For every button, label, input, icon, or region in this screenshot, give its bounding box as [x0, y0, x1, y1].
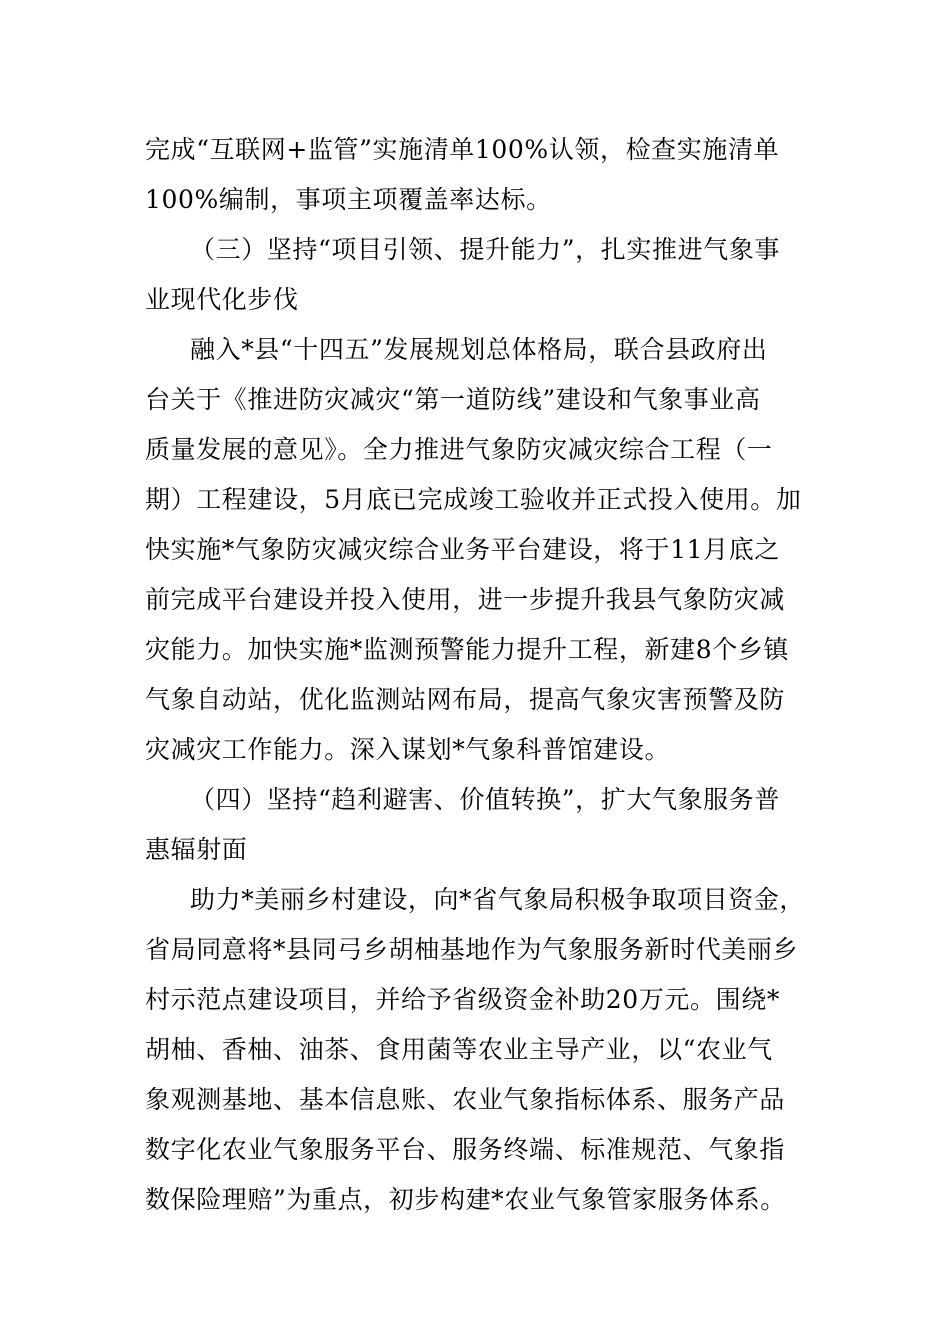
section-heading-line: 惠辐射面 — [145, 835, 248, 864]
paragraph-line: 质量发展的意见》。全力推进气象防灾减灾综合工程（一 — [145, 435, 773, 464]
paragraph-line: 数字化农业气象服务平台、服务终端、标准规范、气象指 — [145, 1135, 786, 1164]
paragraph-line: 灾能力。加快实施*监测预警能力提升工程，新建8个乡镇 — [145, 635, 790, 664]
paragraph-line: 省局同意将*县同弓乡胡柚基地作为气象服务新时代美丽乡 — [145, 935, 799, 964]
paragraph-line: 快实施*气象防灾减灾综合业务平台建设，将于11月底之 — [145, 535, 780, 564]
section-heading-line: （三）坚持“项目引领、提升能力”，扎实推进气象事 — [190, 235, 780, 264]
paragraph-line: 助力*美丽乡村建设，向*省气象局积极争取项目资金， — [190, 885, 806, 914]
paragraph-line: 融入*县“十四五”发展规划总体格局，联合县政府出 — [190, 335, 768, 364]
paragraph-line: 前完成平台建设并投入使用，进一步提升我县气象防灾减 — [145, 585, 786, 614]
paragraph-line: 数保险理赔”为重点，初步构建*农业气象管家服务体系。 — [145, 1185, 786, 1214]
paragraph-line: 象观测基地、基本信息账、农业气象指标体系、服务产品 — [145, 1085, 786, 1114]
paragraph-line: 台关于《推进防灾减灾“第一道防线”建设和气象事业高 — [145, 385, 761, 414]
paragraph-line: 期）工程建设，5月底已完成竣工验收并正式投入使用。加 — [145, 485, 802, 514]
paragraph-line: 100%编制，事项主项覆盖率达标。 — [145, 185, 552, 214]
section-heading-line: （四）坚持“趋利避害、价值转换”，扩大气象服务普 — [190, 785, 780, 814]
section-heading-line: 业现代化步伐 — [145, 285, 299, 314]
paragraph-line: 村示范点建设项目，并给予省级资金补助20万元。围绕* — [145, 985, 780, 1014]
paragraph-line: 灾减灾工作能力。深入谋划*气象科普馆建设。 — [145, 735, 671, 764]
paragraph-line: 完成“互联网+监管”实施清单100%认领，检查实施清单 — [145, 135, 780, 164]
paragraph-line: 气象自动站，优化监测站网布局，提高气象灾害预警及防 — [145, 685, 786, 714]
paragraph-line: 胡柚、香柚、油茶、食用菌等农业主导产业，以“农业气 — [145, 1035, 773, 1064]
